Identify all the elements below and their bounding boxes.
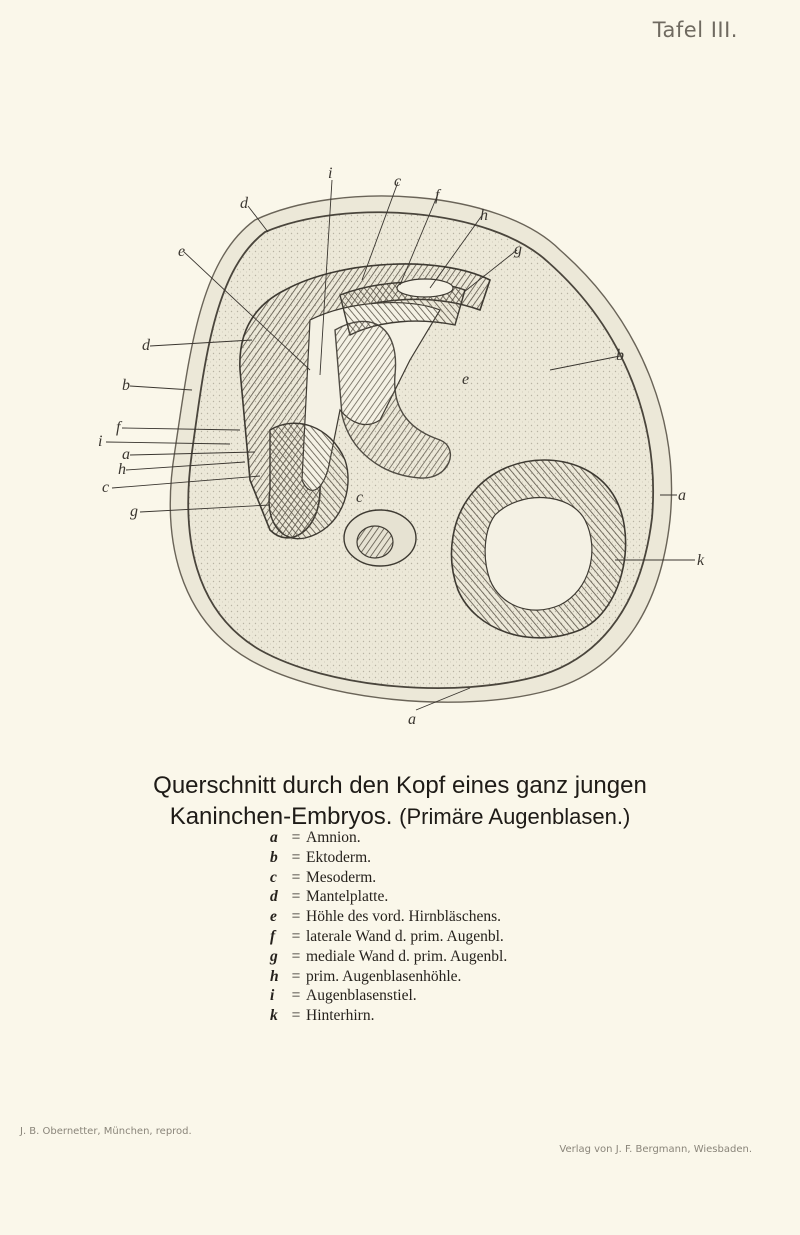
letter-f-top: f	[435, 187, 440, 204]
hindbrain-cavity	[485, 498, 592, 611]
embryo-cross-section-illustration	[80, 160, 720, 740]
optic-vesicle-cavity	[397, 279, 453, 297]
letter-c-center: c	[356, 489, 364, 506]
letter-c-left: c	[102, 479, 110, 496]
caption-line-1: Querschnitt durch den Kopf eines ganz jungen	[153, 772, 647, 799]
legend-text: Hinterhirn.	[306, 1007, 375, 1025]
legend-text: Mesoderm.	[306, 868, 377, 886]
legend-item	[270, 907, 507, 927]
letter-a-right: a	[678, 487, 686, 504]
legend-equals: =	[291, 947, 301, 965]
legend-item	[270, 887, 507, 907]
letter-i-top: i	[328, 165, 333, 182]
legend-item	[270, 848, 507, 868]
reproduction-credit: J. B. Obernetter, München, reprod.	[20, 1126, 192, 1137]
legend-key: h	[270, 967, 279, 985]
legend-key: a	[270, 829, 278, 846]
legend-equals: =	[291, 927, 301, 945]
legend-text: mediale Wand d. prim. Augenbl.	[306, 947, 508, 965]
legend-text: Amnion.	[306, 829, 361, 846]
letter-h-left: h	[118, 461, 126, 478]
publisher-credit: Verlag von J. F. Bergmann, Wiesbaden.	[559, 1144, 752, 1155]
legend-equals: =	[291, 888, 301, 906]
legend-text: prim. Augenblasenhöhle.	[306, 967, 462, 985]
legend-equals: =	[291, 1007, 301, 1025]
legend-equals: =	[291, 848, 301, 866]
letter-b-right: b	[616, 347, 624, 364]
legend-equals: =	[291, 908, 301, 926]
letter-g-left: g	[130, 503, 138, 520]
letter-h-top: h	[480, 207, 488, 224]
legend-key: i	[270, 987, 275, 1005]
legend-equals: =	[291, 829, 301, 846]
legend-key: g	[270, 947, 278, 965]
letter-g-topright: g	[514, 241, 522, 258]
legend-item	[270, 828, 507, 848]
legend-item	[270, 868, 507, 888]
legend-item	[270, 967, 507, 987]
legend-text: Mantelplatte.	[306, 888, 389, 906]
letter-a-bottom: a	[408, 711, 416, 728]
legend-text: Augenblasenstiel.	[306, 987, 417, 1005]
central-ring-inner	[357, 526, 393, 558]
legend-text: laterale Wand d. prim. Augenbl.	[306, 927, 504, 945]
letter-f-left: f	[116, 419, 121, 436]
letter-k-right: k	[697, 552, 705, 569]
caption-line-2-main: Kaninchen-Embryos.	[169, 803, 393, 830]
letter-c-top: c	[394, 173, 402, 190]
legend-key: d	[270, 888, 278, 906]
legend	[270, 828, 507, 1026]
letter-d-top: d	[240, 195, 248, 212]
legend-item	[270, 947, 507, 967]
legend-item	[270, 1006, 507, 1026]
figure-caption	[0, 770, 800, 832]
legend-text: Ektoderm.	[306, 848, 371, 866]
legend-key: e	[270, 908, 277, 926]
legend-text: Höhle des vord. Hirnbläschens.	[306, 908, 501, 926]
legend-key: f	[270, 927, 276, 945]
plate-number: Tafel III.	[652, 18, 738, 42]
letter-b-left: b	[122, 377, 130, 394]
letter-a-left: a	[122, 446, 130, 463]
letter-e-left: e	[178, 243, 186, 260]
legend-key: b	[270, 848, 278, 866]
legend-item	[270, 986, 507, 1006]
legend-key: c	[270, 868, 277, 886]
legend-item	[270, 927, 507, 947]
letter-d-left: d	[142, 337, 150, 354]
letter-i-left: i	[98, 433, 103, 450]
legend-key: k	[270, 1007, 278, 1025]
legend-equals: =	[291, 868, 301, 886]
letter-e-center: e	[462, 371, 470, 388]
legend-equals: =	[291, 987, 301, 1005]
caption-line-2-sub: (Primäre Augenblasen.)	[399, 804, 631, 829]
legend-equals: =	[291, 967, 301, 985]
